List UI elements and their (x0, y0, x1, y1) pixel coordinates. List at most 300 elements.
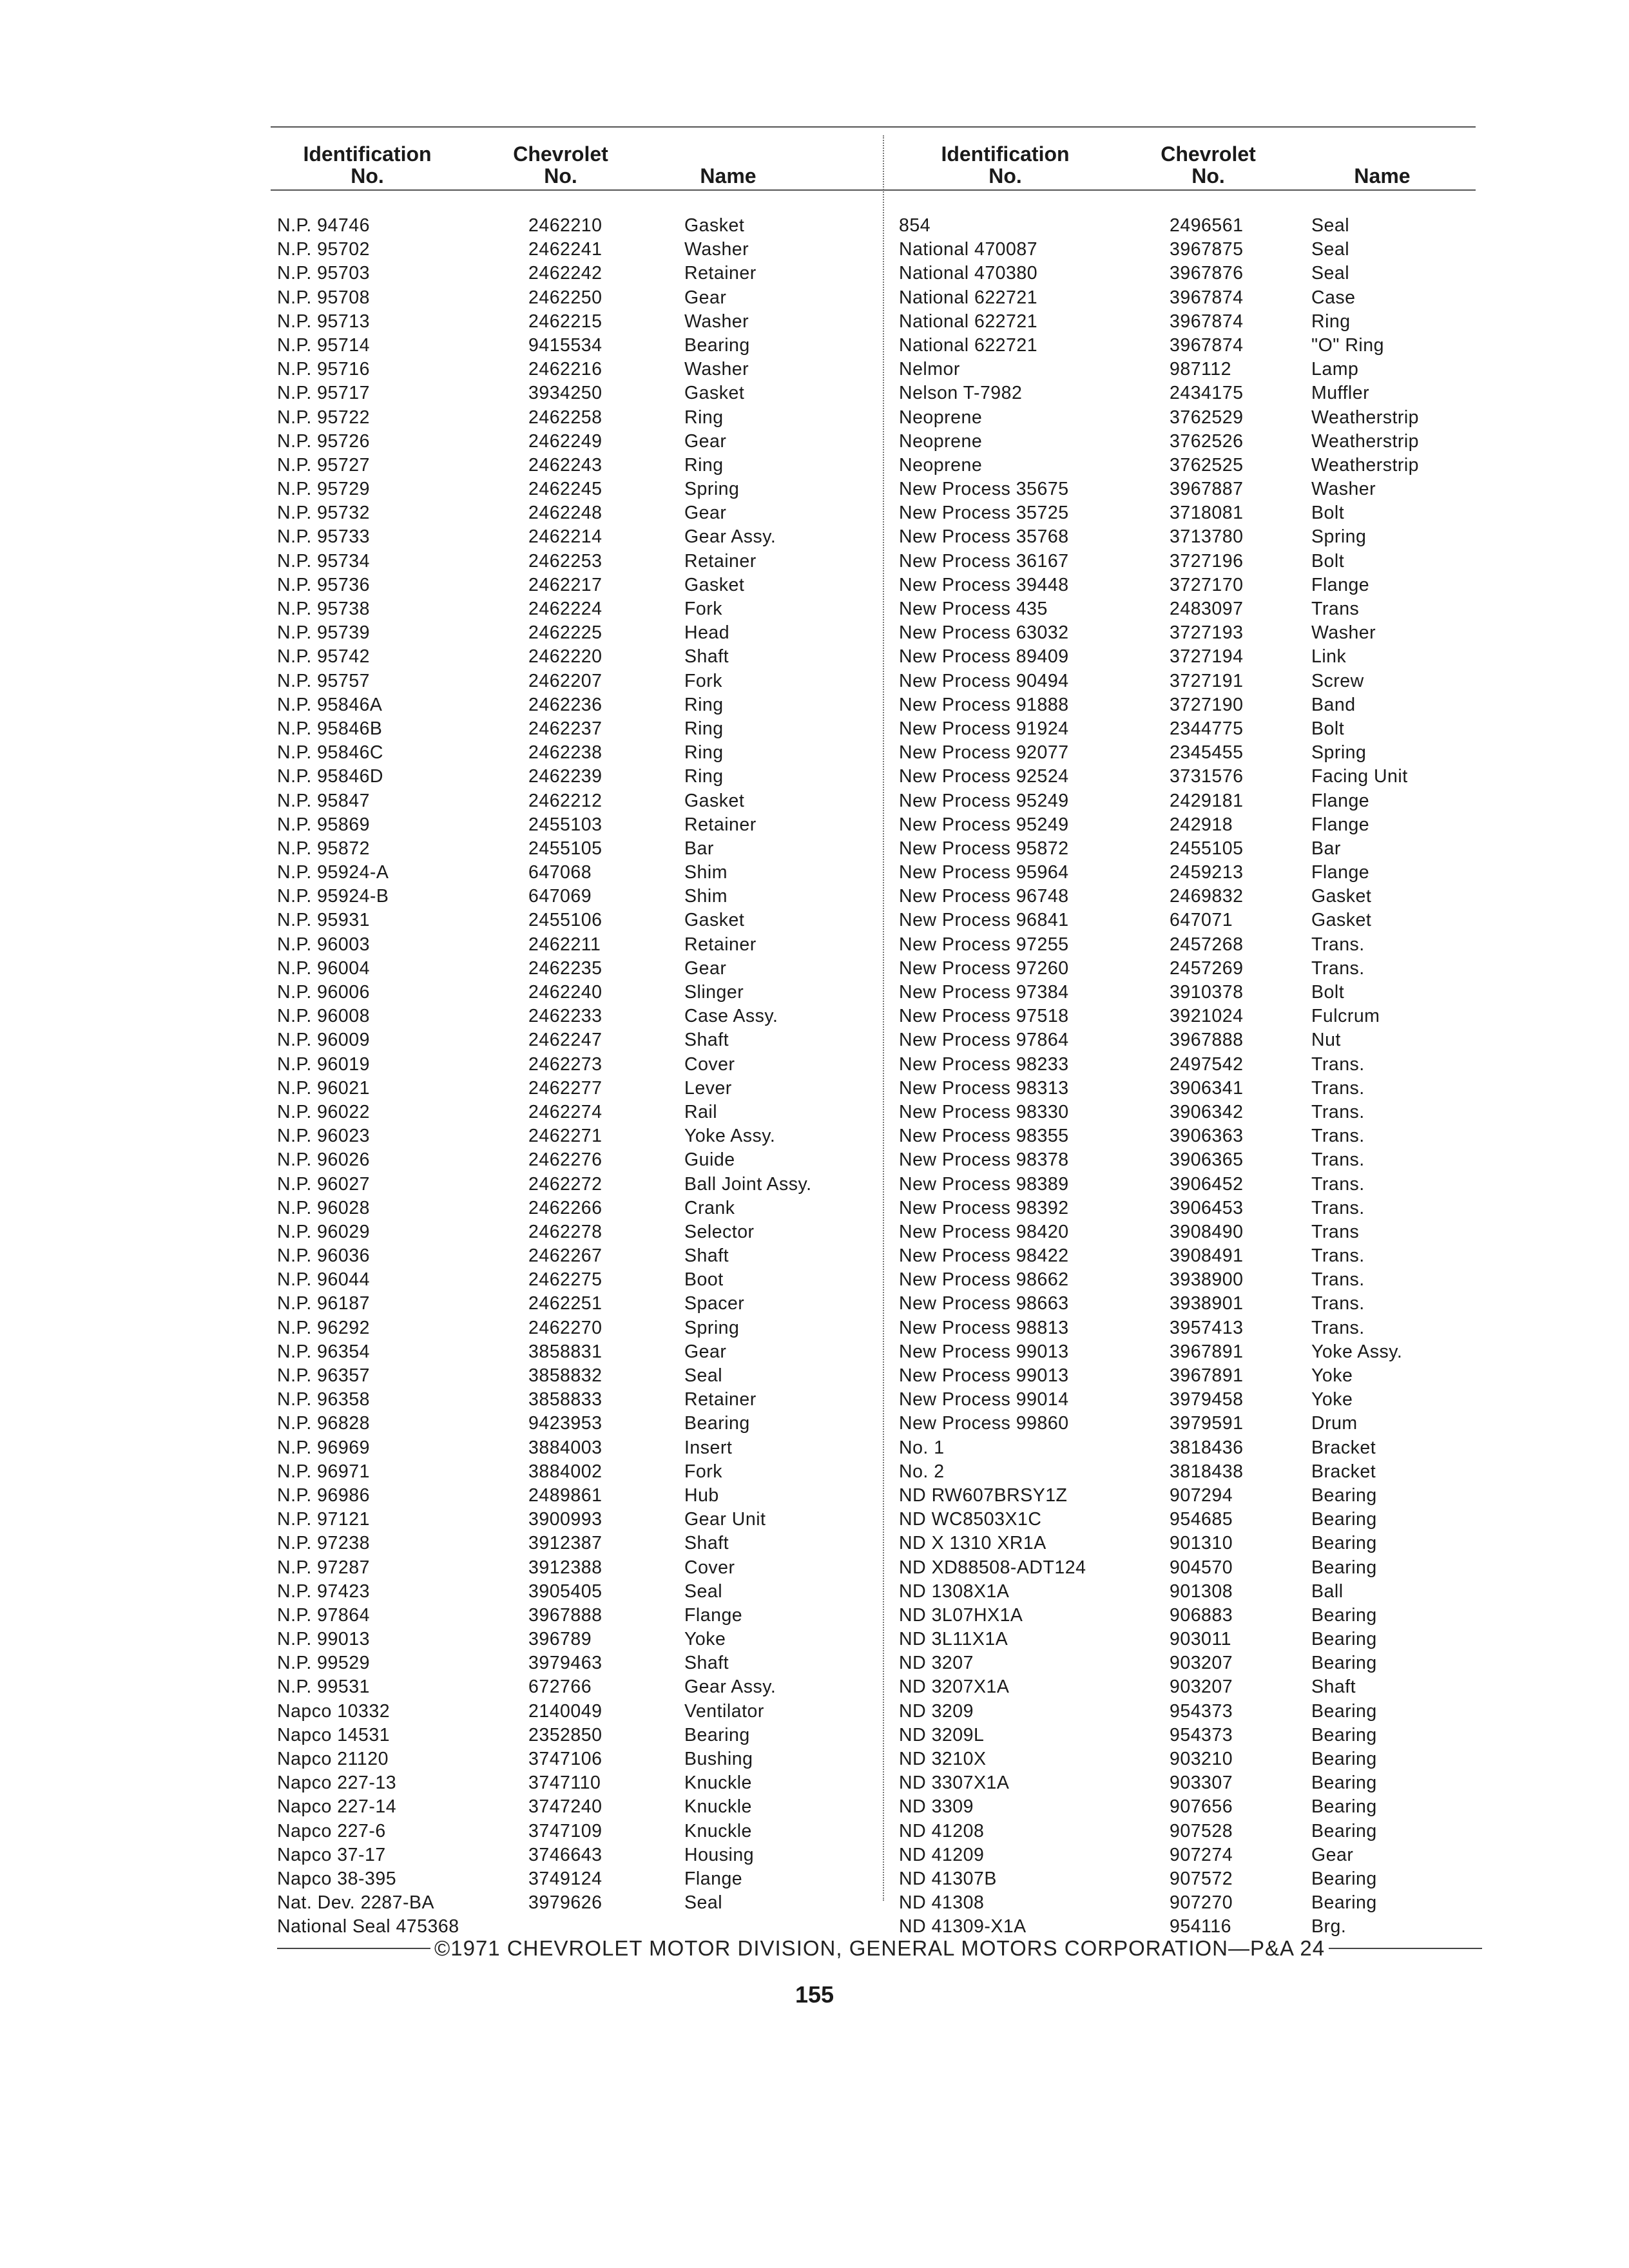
table-row (899, 1053, 1479, 1077)
footer-copyright: ©1971 CHEVROLET MOTOR DIVISION, GENERAL MOTORS CORPORATION—P&A 24 (434, 1936, 1325, 1960)
part-name-cell: Spring (1311, 526, 1367, 548)
part-name-cell: Gear (684, 503, 727, 524)
chevrolet-number-cell: 3908490 (1170, 1221, 1244, 1242)
chevrolet-number-cell: 904570 (1170, 1557, 1233, 1578)
identification-cell: N.P. 96028 (277, 1197, 370, 1218)
table-row (277, 1292, 870, 1316)
identification-cell: New Process 91888 (899, 694, 1069, 715)
part-name-cell: Bolt (1311, 982, 1345, 1003)
part-name-cell: Bearing (1311, 1509, 1377, 1530)
part-name-cell: Retainer (684, 550, 757, 572)
chevrolet-number-cell: 901310 (1170, 1533, 1233, 1554)
column-divider (883, 135, 884, 1901)
part-name-cell: Lever (684, 1077, 732, 1099)
identification-cell: New Process 99013 (899, 1365, 1069, 1386)
left-rows (277, 214, 870, 1939)
part-name-cell: Fulcrum (1311, 1006, 1380, 1027)
table-row (899, 1292, 1479, 1316)
chevrolet-number-cell: 3747240 (528, 1796, 602, 1818)
chevrolet-number-cell: 647071 (1170, 910, 1233, 931)
identification-cell: New Process 98378 (899, 1149, 1069, 1171)
part-name-cell: Hub (684, 1485, 719, 1506)
identification-cell: National 470087 (899, 239, 1038, 260)
left-header (277, 143, 870, 189)
part-name-cell: Bearing (1311, 1868, 1377, 1889)
table-row (899, 1268, 1479, 1292)
chevrolet-number-cell: 2496561 (1170, 215, 1244, 236)
table-row (277, 310, 870, 334)
part-name-cell: Cover (684, 1557, 735, 1578)
part-name-cell: Band (1311, 694, 1356, 715)
identification-cell: N.P. 95869 (277, 814, 370, 835)
identification-cell: New Process 435 (899, 599, 1048, 619)
chevrolet-number-cell: 907572 (1170, 1868, 1233, 1889)
identification-cell: New Process 92524 (899, 766, 1069, 787)
part-name-cell: Flange (1311, 574, 1370, 595)
chevrolet-number-cell: 3747110 (528, 1773, 601, 1794)
part-name-cell: Bearing (684, 334, 750, 356)
part-name-cell: Seal (684, 1892, 723, 1914)
table-row (899, 1220, 1479, 1244)
identification-cell: Napco 21120 (277, 1749, 389, 1769)
part-name-cell: Bearing (1311, 1629, 1377, 1650)
table-row (899, 1460, 1479, 1484)
chevrolet-number-cell: 901308 (1170, 1581, 1233, 1602)
table-row (277, 1077, 870, 1100)
table-row (277, 286, 870, 310)
table-row (899, 1340, 1479, 1364)
chevrolet-number-cell: 2462247 (528, 1030, 602, 1051)
chevrolet-number-cell: 3818436 (1170, 1437, 1244, 1458)
chevrolet-number-cell: 2459213 (1170, 862, 1244, 883)
table-row (899, 669, 1479, 693)
identification-cell: N.P. 96022 (277, 1101, 370, 1122)
identification-cell: New Process 98662 (899, 1269, 1069, 1291)
identification-cell: N.P. 95846D (277, 766, 384, 787)
part-name-cell: Yoke (1311, 1365, 1353, 1386)
chevrolet-number-cell: 3967874 (1170, 287, 1244, 308)
identification-cell: New Process 35725 (899, 503, 1069, 524)
table-row (277, 597, 870, 621)
identification-cell: New Process 97260 (899, 957, 1069, 979)
chevrolet-number-cell: 2462239 (528, 766, 602, 787)
table-row (899, 861, 1479, 885)
part-name-cell: Shaft (684, 646, 729, 668)
part-name-cell: Gear Assy. (684, 526, 776, 548)
identification-cell: New Process 91924 (899, 718, 1069, 739)
table-row (277, 765, 870, 789)
identification-cell: N.P. 99529 (277, 1653, 370, 1674)
identification-cell: N.P. 95733 (277, 526, 370, 548)
identification-cell: New Process 98420 (899, 1221, 1069, 1242)
identification-cell: New Process 97864 (899, 1030, 1069, 1051)
chevrolet-number-cell: 3731576 (1170, 766, 1244, 787)
part-name-cell: Trans (1311, 599, 1360, 619)
part-name-cell: Screw (1311, 670, 1364, 691)
table-row (899, 693, 1479, 717)
part-name-cell: Yoke (1311, 1389, 1353, 1410)
table-row (899, 813, 1479, 837)
part-name-cell: Trans. (1311, 1269, 1365, 1291)
chevrolet-number-cell: 907656 (1170, 1796, 1233, 1818)
part-name-cell: Seal (1311, 263, 1350, 284)
identification-cell: ND WC8503X1C (899, 1509, 1042, 1530)
part-name-cell: Facing Unit (1311, 766, 1408, 787)
table-row (277, 1651, 870, 1675)
table-row (277, 1364, 870, 1388)
identification-cell: New Process 35768 (899, 526, 1069, 548)
chevrolet-number-cell: 2462248 (528, 503, 602, 524)
identification-cell: N.P. 96036 (277, 1245, 370, 1267)
part-name-cell: Bearing (1311, 1796, 1377, 1818)
chevrolet-number-cell: 3912387 (528, 1533, 602, 1554)
part-name-cell: Knuckle (684, 1773, 752, 1794)
table-row (899, 1724, 1479, 1747)
chevrolet-number-cell: 3858832 (528, 1365, 602, 1386)
identification-cell: N.P. 95846C (277, 742, 384, 764)
chevrolet-number-cell: 2455105 (1170, 838, 1244, 859)
part-name-cell: Gasket (684, 790, 745, 811)
part-name-cell: Gasket (684, 215, 745, 236)
part-name-cell: Seal (1311, 215, 1350, 236)
identification-cell: ND 3207X1A (899, 1677, 1010, 1698)
chevrolet-number-cell: 9423953 (528, 1413, 602, 1434)
identification-cell: N.P. 96029 (277, 1221, 370, 1242)
table-row (277, 214, 870, 238)
part-name-cell: Weatherstrip (1311, 407, 1420, 428)
right-header (899, 143, 1479, 189)
chevrolet-number-cell: 2462210 (528, 215, 602, 236)
part-name-cell: Flange (1311, 814, 1370, 835)
chevrolet-number-cell: 2462271 (528, 1126, 602, 1147)
table-row (899, 1771, 1479, 1795)
chevrolet-number-cell: 3727170 (1170, 574, 1244, 595)
part-name-cell: Bearing (1311, 1604, 1377, 1626)
chevrolet-number-cell: 2462224 (528, 599, 602, 619)
table-row (899, 286, 1479, 310)
part-name-cell: Bearing (684, 1724, 750, 1745)
part-name-cell: Housing (684, 1844, 755, 1865)
identification-cell: New Process 97384 (899, 982, 1069, 1003)
part-name-cell: Fork (684, 1461, 722, 1482)
table-row (899, 1651, 1479, 1675)
identification-cell: N.P. 96003 (277, 934, 370, 955)
chevrolet-number-cell: 2455105 (528, 838, 602, 859)
chevrolet-number-cell: 647068 (528, 862, 592, 883)
chevrolet-number-cell: 2462275 (528, 1269, 602, 1291)
identification-cell: ND X 1310 XR1A (899, 1533, 1046, 1554)
table-row (277, 477, 870, 501)
identification-cell: N.P. 95846B (277, 718, 383, 739)
table-row (899, 334, 1479, 358)
identification-cell: N.P. 95924-B (277, 886, 389, 907)
part-name-cell: Trans. (1311, 1101, 1365, 1122)
identification-cell: N.P. 95847 (277, 790, 370, 811)
identification-cell: ND 3307X1A (899, 1773, 1010, 1794)
chevrolet-number-cell: 2462277 (528, 1077, 602, 1099)
table-row (899, 741, 1479, 765)
identification-cell: N.P. 96044 (277, 1269, 370, 1291)
chevrolet-number-cell: 3938900 (1170, 1269, 1244, 1291)
chevrolet-number-cell: 2462237 (528, 718, 602, 739)
identification-cell: New Process 96748 (899, 886, 1069, 907)
part-name-cell: Bar (684, 838, 714, 859)
table-row (277, 1508, 870, 1532)
table-row (277, 262, 870, 285)
chevrolet-number-cell: 3967876 (1170, 263, 1244, 284)
table-row (277, 1148, 870, 1172)
table-row (277, 1580, 870, 1604)
table-row (277, 1747, 870, 1771)
part-name-cell: Retainer (684, 263, 757, 284)
part-name-cell: Ring (684, 694, 724, 715)
table-row (277, 550, 870, 573)
table-row (277, 1173, 870, 1196)
identification-cell: N.P. 97121 (277, 1509, 370, 1530)
chevrolet-number-cell: 3957413 (1170, 1317, 1244, 1338)
part-name-cell: Gasket (684, 383, 745, 404)
chevrolet-number-cell: 3967891 (1170, 1341, 1244, 1362)
identification-cell: ND 41208 (899, 1820, 985, 1841)
part-name-cell: Retainer (684, 814, 757, 835)
part-name-cell: Fork (684, 670, 722, 691)
part-name-cell: Bolt (1311, 503, 1345, 524)
table-row (899, 1747, 1479, 1771)
identification-cell: Napco 38-395 (277, 1868, 397, 1889)
part-name-cell: Fork (684, 599, 722, 619)
part-name-cell: Seal (684, 1581, 723, 1602)
table-row (899, 1532, 1479, 1555)
chevrolet-number-cell: 903011 (1170, 1629, 1231, 1650)
identification-cell: ND RW607BRSY1Z (899, 1485, 1068, 1506)
identification-cell: N.P. 96292 (277, 1317, 370, 1338)
part-name-cell: Gasket (684, 910, 745, 931)
chevrolet-number-cell: 907528 (1170, 1820, 1233, 1841)
identification-cell: N.P. 96357 (277, 1365, 370, 1386)
chevrolet-number-cell: 3908491 (1170, 1245, 1244, 1267)
part-name-cell: Gear (1311, 1844, 1354, 1865)
table-row (899, 238, 1479, 262)
identification-cell: ND 41209 (899, 1844, 985, 1865)
chevrolet-number-cell: 2462249 (528, 430, 602, 452)
chevrolet-number-cell: 2462216 (528, 359, 602, 380)
chevrolet-number-cell: 2140049 (528, 1700, 602, 1722)
part-name-cell: Spring (1311, 742, 1367, 764)
table-row (899, 621, 1479, 645)
part-name-cell: Shaft (1311, 1677, 1356, 1698)
right-rows (899, 214, 1479, 1939)
chevrolet-number-cell: 3910378 (1170, 982, 1244, 1003)
table-row (277, 1891, 870, 1915)
chevrolet-number-cell: 3858831 (528, 1341, 602, 1362)
identification-cell: N.P. 95846A (277, 694, 383, 715)
chevrolet-number-cell: 3747106 (528, 1749, 602, 1769)
identification-cell: 854 (899, 215, 931, 236)
table-row (277, 1220, 870, 1244)
table-row (899, 1077, 1479, 1100)
table-row (277, 406, 870, 430)
chevrolet-number-cell: 954373 (1170, 1700, 1233, 1722)
part-name-cell: Lamp (1311, 359, 1359, 380)
table-row (277, 1316, 870, 1340)
identification-cell: N.P. 95739 (277, 622, 370, 644)
part-name-cell: Ring (684, 407, 724, 428)
part-name-cell: Ring (684, 766, 724, 787)
part-name-cell: Trans. (1311, 1077, 1365, 1099)
identification-cell: N.P. 96358 (277, 1389, 370, 1410)
chevrolet-number-cell: 3749124 (528, 1868, 602, 1889)
chevrolet-number-cell: 3967888 (528, 1604, 602, 1626)
table-row (277, 1388, 870, 1412)
table-row (899, 1580, 1479, 1604)
identification-cell: N.P. 95702 (277, 239, 370, 260)
part-name-cell: Brg. (1311, 1916, 1347, 1937)
part-name-cell: Washer (684, 359, 749, 380)
table-row (277, 1412, 870, 1436)
chevrolet-number-cell: 3906342 (1170, 1101, 1244, 1122)
table-row (899, 406, 1479, 430)
chevrolet-number-cell: 2489861 (528, 1485, 602, 1506)
chevrolet-number-cell: 2462238 (528, 742, 602, 764)
table-row (277, 1004, 870, 1028)
chevrolet-number-cell: 3727196 (1170, 550, 1244, 572)
chevrolet-number-cell: 2462233 (528, 1006, 602, 1027)
right-header-name: Name (1354, 164, 1411, 187)
chevrolet-number-cell: 3762525 (1170, 454, 1244, 476)
identification-cell: N.P. 96354 (277, 1341, 370, 1362)
table-row (899, 789, 1479, 813)
identification-cell: N.P. 97864 (277, 1604, 370, 1626)
part-name-cell: Ring (684, 742, 724, 764)
part-name-cell: Gear (684, 1341, 727, 1362)
identification-cell: New Process 98422 (899, 1245, 1069, 1267)
part-name-cell: Gear (684, 957, 727, 979)
identification-cell: N.P. 95734 (277, 550, 370, 572)
table-row (277, 358, 870, 381)
part-name-cell: Link (1311, 646, 1347, 668)
table-row (277, 933, 870, 957)
table-row (899, 837, 1479, 861)
table-row (277, 1532, 870, 1555)
part-name-cell: Shim (684, 886, 728, 907)
table-row (277, 1436, 870, 1460)
part-name-cell: Bearing (1311, 1773, 1377, 1794)
table-row (277, 1843, 870, 1867)
chevrolet-number-cell: 3967887 (1170, 479, 1244, 500)
part-name-cell: Bearing (1311, 1724, 1377, 1745)
identification-cell: N.P. 95729 (277, 479, 370, 500)
part-name-cell: Gear Assy. (684, 1677, 776, 1698)
identification-cell: National 622721 (899, 311, 1038, 332)
table-row (899, 214, 1479, 238)
chevrolet-number-cell: 2462267 (528, 1245, 602, 1267)
identification-cell: Napco 37-17 (277, 1844, 386, 1865)
identification-cell: New Process 39448 (899, 574, 1069, 595)
part-name-cell: Bearing (1311, 1653, 1377, 1674)
identification-cell: N.P. 96009 (277, 1030, 370, 1051)
identification-cell: ND 3309 (899, 1796, 974, 1818)
chevrolet-number-cell: 647069 (528, 886, 592, 907)
table-row (277, 1124, 870, 1148)
chevrolet-number-cell: 9415534 (528, 334, 602, 356)
identification-cell: New Process 97255 (899, 934, 1069, 955)
chevrolet-number-cell: 3762529 (1170, 407, 1244, 428)
table-row (899, 1628, 1479, 1651)
right-header-identification: Identification No. (941, 142, 1070, 187)
part-name-cell: "O" Ring (1311, 334, 1384, 356)
chevrolet-number-cell: 3967874 (1170, 334, 1244, 356)
table-row (899, 645, 1479, 669)
chevrolet-number-cell: 2429181 (1170, 790, 1244, 811)
table-row (899, 981, 1479, 1004)
identification-cell: N.P. 95722 (277, 407, 370, 428)
chevrolet-number-cell: 3818438 (1170, 1461, 1244, 1482)
identification-cell: N.P. 96006 (277, 982, 370, 1003)
part-name-cell: Bearing (1311, 1485, 1377, 1506)
table-row (899, 1316, 1479, 1340)
table-row (277, 1915, 870, 1939)
part-name-cell: Trans. (1311, 1317, 1365, 1338)
part-name-cell: Bolt (1311, 718, 1345, 739)
table-row (277, 741, 870, 765)
part-name-cell: Bar (1311, 838, 1341, 859)
identification-cell: N.P. 97238 (277, 1533, 370, 1554)
table-row (277, 981, 870, 1004)
table-row (277, 669, 870, 693)
part-name-cell: Bearing (684, 1413, 750, 1434)
part-name-cell: Boot (684, 1269, 724, 1291)
table-row (899, 1604, 1479, 1628)
table-row (899, 1820, 1479, 1843)
part-name-cell: Retainer (684, 934, 757, 955)
chevrolet-number-cell: 2462235 (528, 957, 602, 979)
chevrolet-number-cell: 3727194 (1170, 646, 1244, 668)
identification-cell: New Process 96841 (899, 910, 1069, 931)
identification-cell: No. 2 (899, 1461, 945, 1482)
part-name-cell: Retainer (684, 1389, 757, 1410)
table-row (277, 1556, 870, 1580)
identification-cell: National 622721 (899, 334, 1038, 356)
identification-cell: N.P. 95717 (277, 383, 370, 404)
table-row (277, 501, 870, 525)
table-row (277, 1268, 870, 1292)
part-name-cell: Flange (1311, 862, 1370, 883)
identification-cell: New Process 99013 (899, 1341, 1069, 1362)
table-row (277, 693, 870, 717)
chevrolet-number-cell: 3967874 (1170, 311, 1244, 332)
identification-cell: N.P. 95727 (277, 454, 370, 476)
identification-cell: New Process 36167 (899, 550, 1069, 572)
identification-cell: Neoprene (899, 430, 983, 452)
part-name-cell: Shim (684, 862, 728, 883)
part-name-cell: Bearing (1311, 1749, 1377, 1769)
part-name-cell: Trans. (1311, 1245, 1365, 1267)
table-row (899, 765, 1479, 789)
chevrolet-number-cell: 2462273 (528, 1053, 602, 1075)
top-rule (271, 126, 1476, 128)
chevrolet-number-cell: 3979591 (1170, 1413, 1244, 1434)
chevrolet-number-cell: 903210 (1170, 1749, 1233, 1769)
part-name-cell: Bearing (1311, 1820, 1377, 1841)
chevrolet-number-cell: 3912388 (528, 1557, 602, 1578)
table-row (899, 310, 1479, 334)
part-name-cell: Gear Unit (684, 1509, 766, 1530)
table-row (899, 1173, 1479, 1196)
chevrolet-number-cell: 2462276 (528, 1149, 602, 1171)
part-name-cell: Case (1311, 287, 1356, 308)
part-name-cell: Gasket (1311, 910, 1372, 931)
table-row (899, 1484, 1479, 1508)
